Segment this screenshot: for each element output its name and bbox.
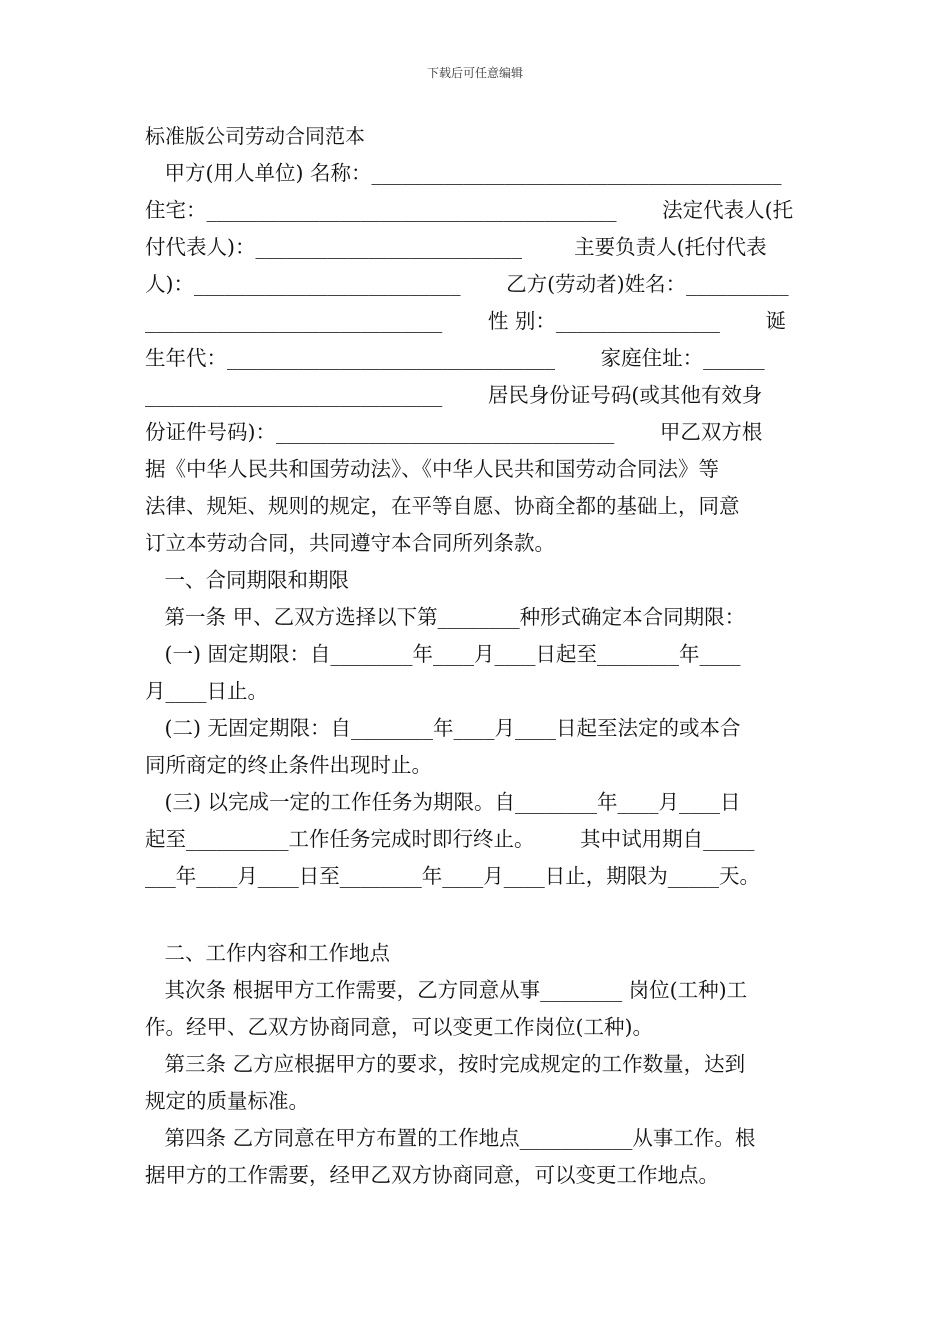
text-line: 住宅：________________________________________ 法定代表人(托 bbox=[145, 198, 794, 222]
text-line: _____________________________ 居民身份证号码(或其他有效身 bbox=[145, 383, 763, 407]
text-line: 生年代：________________________________ 家庭住址：______ bbox=[145, 346, 765, 370]
section-heading: 二、工作内容和工作地点 bbox=[145, 941, 391, 965]
text-line: 第一条 甲、乙双方选择以下第________种形式确定本合同期限： bbox=[145, 605, 746, 629]
document-body bbox=[145, 118, 810, 1194]
text-line: 同所商定的终止条件出现时止。 bbox=[145, 753, 432, 777]
document-title: 标准版公司劳动合同范本 bbox=[145, 124, 365, 148]
text-line: (三) 以完成一定的工作任务为期限。自________年____月____日 bbox=[145, 790, 741, 814]
text-line: 付代表人)：__________________________ 主要负责人(托付代表 bbox=[145, 235, 767, 259]
text-line: (二) 无固定期限：自________年____月____日起至法定的或本合 bbox=[145, 716, 741, 740]
text-line: 人)：__________________________ 乙方(劳动者)姓名：__________ bbox=[145, 272, 789, 296]
text-line: ___年____月____日至________年____月____日止，期限为_____天。 bbox=[145, 864, 760, 888]
text-line: 其次条 根据甲方工作需要，乙方同意从事________ 岗位(工种)工 bbox=[145, 978, 748, 1002]
text-line: 月____日止。 bbox=[145, 679, 268, 703]
text-line: 作。经甲、乙双方协商同意，可以变更工作岗位(工种)。 bbox=[145, 1015, 653, 1039]
text-line: 份证件号码)：_________________________________ 甲乙双方根 bbox=[145, 420, 763, 444]
text-line: 据《中华人民共和国劳动法》、《中华人民共和国劳动合同法》等 bbox=[145, 457, 719, 481]
text-line: 甲方(用人单位) 名称：________________________________________ bbox=[145, 161, 782, 185]
text-line: 法律、规矩、规则的规定，在平等自愿、协商全都的基础上，同意 bbox=[145, 494, 740, 518]
text-line: 第三条 乙方应根据甲方的要求，按时完成规定的工作数量，达到 bbox=[145, 1052, 746, 1076]
page-header: 下载后可任意编辑 bbox=[426, 66, 523, 80]
text-line: 据甲方的工作需要，经甲乙双方协商同意，可以变更工作地点。 bbox=[145, 1163, 719, 1187]
text-line: 第四条 乙方同意在甲方布置的工作地点___________从事工作。根 bbox=[145, 1126, 756, 1150]
section-heading: 一、合同期限和期限 bbox=[145, 568, 350, 592]
text-line: 订立本劳动合同，共同遵守本合同所列条款。 bbox=[145, 531, 555, 555]
text-line: _____________________________ 性 别：________________ 诞 bbox=[145, 309, 786, 333]
text-line: (一) 固定期限：自________年____月____日起至________年____ bbox=[145, 642, 741, 666]
paragraph-spacer bbox=[145, 895, 810, 935]
text-line: 规定的质量标准。 bbox=[145, 1089, 309, 1113]
text-line: 起至__________工作任务完成时即行终止。 其中试用期自_____ bbox=[145, 827, 755, 851]
